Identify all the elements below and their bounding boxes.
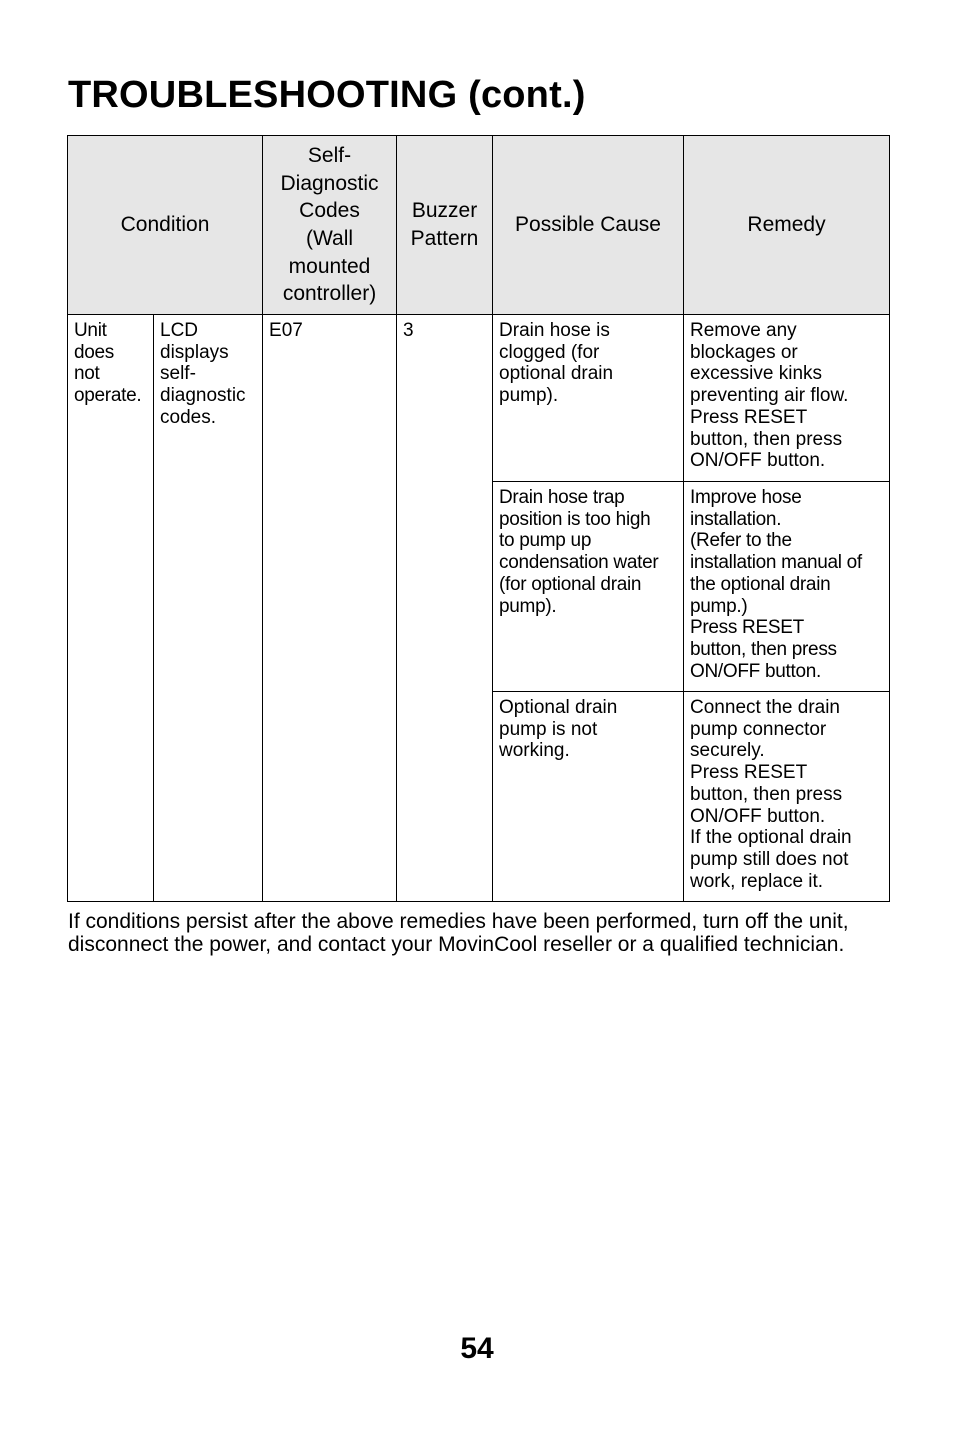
header-remedy: Remedy	[684, 136, 890, 315]
troubleshooting-table	[67, 135, 890, 902]
table-row	[68, 315, 890, 482]
page-title: TROUBLESHOOTING (cont.)	[68, 74, 586, 116]
buzzer-pattern-cell: 3	[397, 315, 493, 902]
header-self-diagnostic-codes: Self- Diagnostic Codes (Wall mounted controller)	[263, 136, 397, 315]
possible-cause-cell: Drain hose trap position is too high to pump up condensation water (for optional drain pump).	[493, 482, 684, 692]
page-number: 54	[460, 1332, 494, 1365]
possible-cause-cell: Optional drain pump is not working.	[493, 692, 684, 902]
table-header-row	[68, 136, 890, 315]
header-possible-cause: Possible Cause	[493, 136, 684, 315]
remedy-cell: Connect the drain pump connector securely. Press RESET button, then press ON/OFF button. If the optional drain pump still does not work, replace it.	[684, 692, 890, 902]
header-buzzer-pattern: Buzzer Pattern	[397, 136, 493, 315]
condition-detail-cell: LCD displays self- diagnostic codes.	[154, 315, 263, 902]
diagnostic-code-cell: E07	[263, 315, 397, 902]
footer-note: If conditions persist after the above remedies have been performed, turn off the unit, disconnect the power, and contact your MovinCool reseller or a qualified technician.	[68, 910, 849, 956]
condition-cell: Unit does not operate.	[68, 315, 154, 902]
possible-cause-cell: Drain hose is clogged (for optional drain pump).	[493, 315, 684, 482]
remedy-cell: Remove any blockages or excessive kinks preventing air flow. Press RESET button, then press ON/OFF button.	[684, 315, 890, 482]
remedy-cell: Improve hose installation. (Refer to the installation manual of the optional drain pump.) Press RESET button, then press ON/OFF button.	[684, 482, 890, 692]
header-condition: Condition	[68, 136, 263, 315]
